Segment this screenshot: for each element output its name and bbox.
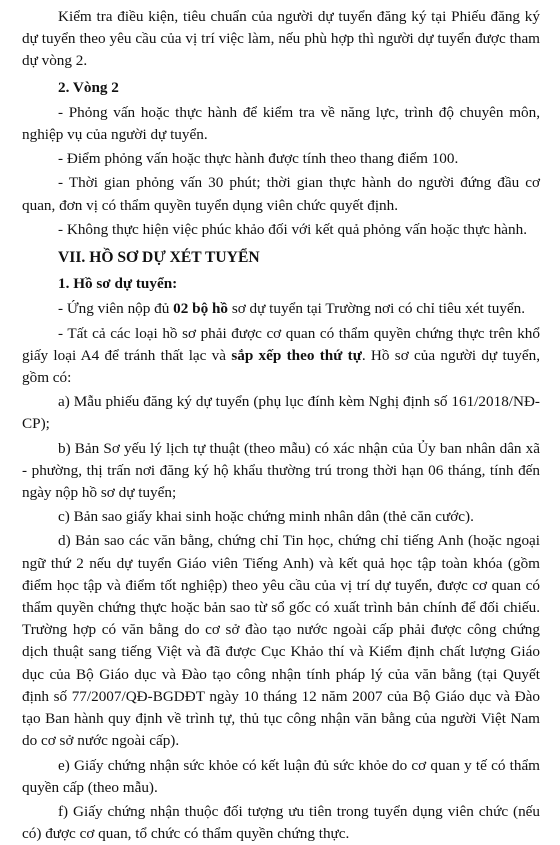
text-run: - Ứng viên nộp đủ: [58, 300, 174, 318]
bold-run: 02 bộ hồ: [173, 300, 229, 318]
application-copies-paragraph: [22, 298, 540, 320]
round2-item-duration: - Thời gian phỏng vấn 30 phút; thời gian thực hành do người đứng đầu cơ quan, đơn vị có thẩm quyền tuyển dụng viên chức quyết định.: [22, 174, 540, 214]
item-d: d) Bản sao các văn bằng, chứng chỉ Tin học, chứng chỉ tiếng Anh (hoặc ngoại ngữ thứ 2 nếu dự tuyển Giáo viên Tiếng Anh) và kết quả học tập toàn khóa (gồm điểm học tập và điểm tốt nghiệp) theo yêu cầu của vị trí dự tuyển, được cơ quan có thẩm quyền chứng thực hoặc bản sao từ sổ gốc có xuất trình bản chính để đối chiếu. Trường hợp có văn bằng do cơ sở đào tạo nước ngoài cấp phải được công chứng dịch thuật sang tiếng Việt và đã được Cục Khảo thí và Kiểm định chất lượng Giáo dục của Bộ Giáo dục và Đào tạo công nhận tính pháp lý của văn bằng (tại Quyết định số 77/2007/QĐ-BGDĐT ngày 10 tháng 12 năm 2007 của Bộ Giáo dục và Đào tạo Ban hành quy định về trình tự, thủ tục công nhận văn bằng của người Việt Nam do cơ sở nước ngoài cấp).: [22, 532, 540, 750]
text-run: . Hồ sơ của người dự tuyển, gồm có:: [22, 346, 540, 387]
text-run: - Tất cả các loại hồ sơ phải được cơ quan có thẩm quyền chứng thực trên khổ giấy loại A4 để tránh thất lạc và: [22, 324, 540, 364]
item-e: e) Giấy chứng nhận sức khỏe có kết luận đủ sức khỏe do cơ quan y tế có thẩm quyền cấp (theo mẫu).: [22, 756, 540, 796]
item-f: f) Giấy chứng nhận thuộc đối tượng ưu tiên trong tuyển dụng viên chức (nếu có) được cơ quan, tổ chức có thẩm quyền chứng thực.: [22, 802, 540, 843]
round2-item-no-appeal: - Không thực hiện việc phúc khảo đối với kết quả phỏng vấn hoặc thực hành.: [58, 220, 528, 238]
item-b: b) Bản Sơ yếu lý lịch tự thuật (theo mẫu) có xác nhận của Ủy ban nhân dân xã - phường, thị trấn nơi đăng ký hộ khẩu thường trú trong thời hạn 06 tháng, tính đến ngày nộp hồ sơ dự tuyển;: [22, 439, 540, 502]
application-heading: 1. Hồ sơ dự tuyển:: [58, 275, 178, 293]
round1-paragraph: Kiểm tra điều kiện, tiêu chuẩn của người dự tuyển đăng ký tại Phiếu đăng ký dự tuyển theo yêu cầu của vị trí việc làm, nếu phù hợp thì người dự tuyển được tham dự vòng 2.: [22, 8, 540, 70]
section-vii-heading: VII. HỒ SƠ DỰ XÉT TUYỂN: [58, 249, 260, 267]
application-format-paragraph: [22, 323, 540, 390]
bold-run: sắp xếp theo thứ tự: [231, 346, 362, 364]
round2-heading: 2. Vòng 2: [58, 78, 119, 96]
round2-item-score: - Điểm phỏng vấn hoặc thực hành được tính theo thang điểm 100.: [58, 150, 459, 168]
text-run: sơ dự tuyển tại Trường nơi có chỉ tiêu xét tuyển.: [228, 300, 526, 318]
round2-item-interview: - Phỏng vấn hoặc thực hành để kiểm tra về năng lực, trình độ chuyên môn, nghiệp vụ của người dự tuyển.: [22, 103, 540, 144]
item-c: c) Bản sao giấy khai sinh hoặc chứng minh nhân dân (thẻ căn cước).: [58, 508, 474, 526]
item-a: a) Mẫu phiếu đăng ký dự tuyển (phụ lục đính kèm Nghị định số 161/2018/NĐ-CP);: [22, 393, 540, 433]
